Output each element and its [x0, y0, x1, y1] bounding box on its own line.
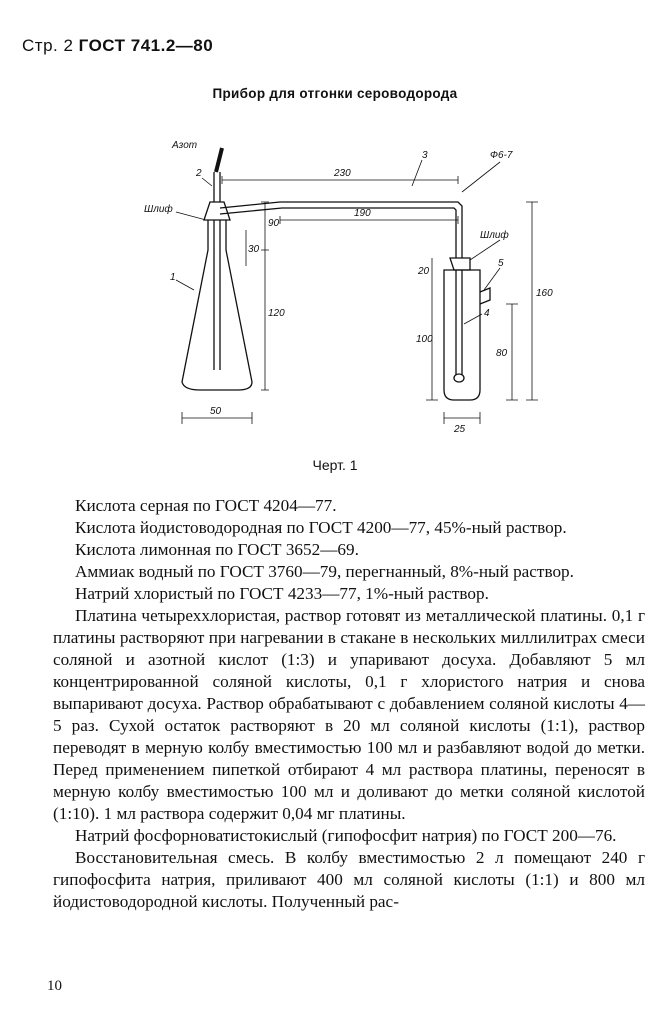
figure-caption: Черт. 1: [312, 457, 358, 473]
dim-120: 120: [268, 308, 285, 319]
figure-title: Прибор для отгонки сероводорода: [212, 86, 458, 101]
leader-part2: [202, 178, 212, 186]
dim-80: 80: [496, 348, 508, 359]
dim-20: 20: [418, 266, 430, 277]
dim-50: 50: [210, 406, 222, 417]
leader-joint-right: [470, 240, 500, 260]
paragraph: Натрий фосфорноватистокислый (гипофосфит натрия) по ГОСТ 200—76.: [75, 826, 617, 845]
left-joint: [204, 202, 230, 220]
paragraph: Аммиак водный по ГОСТ 3760—79, перегнанный, 8%-ный раствор.: [75, 562, 574, 581]
leader-joint-left: [176, 212, 206, 220]
label-nitrogen: Азот: [172, 140, 198, 151]
right-joint: [450, 258, 470, 270]
dim-160: 160: [536, 288, 553, 299]
paragraph: Натрий хлористый по ГОСТ 4233—77, 1%-ный раствор.: [75, 584, 489, 603]
flask-inner-tube: [214, 220, 220, 370]
dim-25: 25: [454, 424, 466, 435]
dim-line-160: [526, 202, 538, 400]
label-part3: 3: [422, 150, 428, 161]
nitrogen-tube: [216, 148, 222, 172]
label-diameter: Ф6-7: [490, 150, 513, 161]
label-joint-right: Шлиф: [480, 230, 509, 241]
leader-diameter: [462, 162, 500, 192]
dim-230: 230: [334, 168, 351, 179]
body-text: [53, 495, 645, 913]
paragraph: Платина четыреххлористая, раствор готовят из металлической платины. 0,1 г платины растворяют при нагревании в стакане в нескольких миллилитрах смеси соляной и азотной кислот (1:3) и упаривают досуха. Добавляют 5 мл концентрированной соляной кислоты, 0,1 г хлористого натрия и снова выпаривают досуха. Раствор обрабатывают с добавлением соляной кислоты 4—5 раз. Сухой остаток растворяют в 20 мл соляной кислоты (1:1), раствор переводят в мерную колбу вместимостью 100 мл и разбавляют водой до метки. Перед применением пипеткой отбирают 4 мл раствора платины, переносят в мерную колбу вместимостью 100 мл и доливают до метки соляной кислотой (1:10). 1 мл раствора содержит 0,04 мг платины.: [53, 606, 645, 823]
paragraph: Кислота серная по ГОСТ 4204—77.: [75, 496, 337, 515]
receiver-inner-tube: [456, 270, 462, 375]
dim-line-120: [261, 250, 269, 390]
label-joint-left: Шлиф: [144, 204, 173, 215]
dim-90: 90: [268, 218, 280, 229]
dim-line-80: [506, 304, 518, 400]
leader-part3: [412, 160, 422, 186]
dim-30: 30: [248, 244, 260, 255]
dim-100: 100: [416, 334, 433, 345]
apparatus-diagram: [140, 120, 560, 450]
leader-part5: [484, 268, 500, 290]
dim-line-25: [444, 412, 480, 424]
leader-part1: [176, 280, 194, 290]
leader-part4: [464, 314, 482, 324]
label-part4: 4: [484, 308, 490, 319]
label-part1: 1: [170, 272, 176, 283]
page-header: [22, 36, 213, 56]
bubbler-end: [454, 374, 464, 382]
paragraph: Кислота лимонная по ГОСТ 3652—69.: [75, 540, 359, 559]
side-arm: [480, 288, 490, 304]
apparatus-figure: [140, 120, 560, 450]
paragraph: Восстановительная смесь. В колбу вместимостью 2 л помещают 240 г гипофосфита натрия, приливают 400 мл соляной кислоты (1:1) и 800 мл йодистоводородной кислоты. Полученный рас-: [53, 848, 645, 911]
header-prefix: Стр. 2: [22, 36, 74, 55]
page-number: 10: [47, 978, 62, 994]
dim-190: 190: [354, 208, 371, 219]
label-part5: 5: [498, 258, 504, 269]
header-code: ГОСТ 741.2—80: [78, 36, 214, 55]
flask: [182, 220, 252, 390]
paragraph: Кислота йодистоводородная по ГОСТ 4200—77, 45%-ный раствор.: [75, 518, 567, 537]
inlet-tube: [214, 172, 220, 202]
label-part2: 2: [196, 168, 202, 179]
